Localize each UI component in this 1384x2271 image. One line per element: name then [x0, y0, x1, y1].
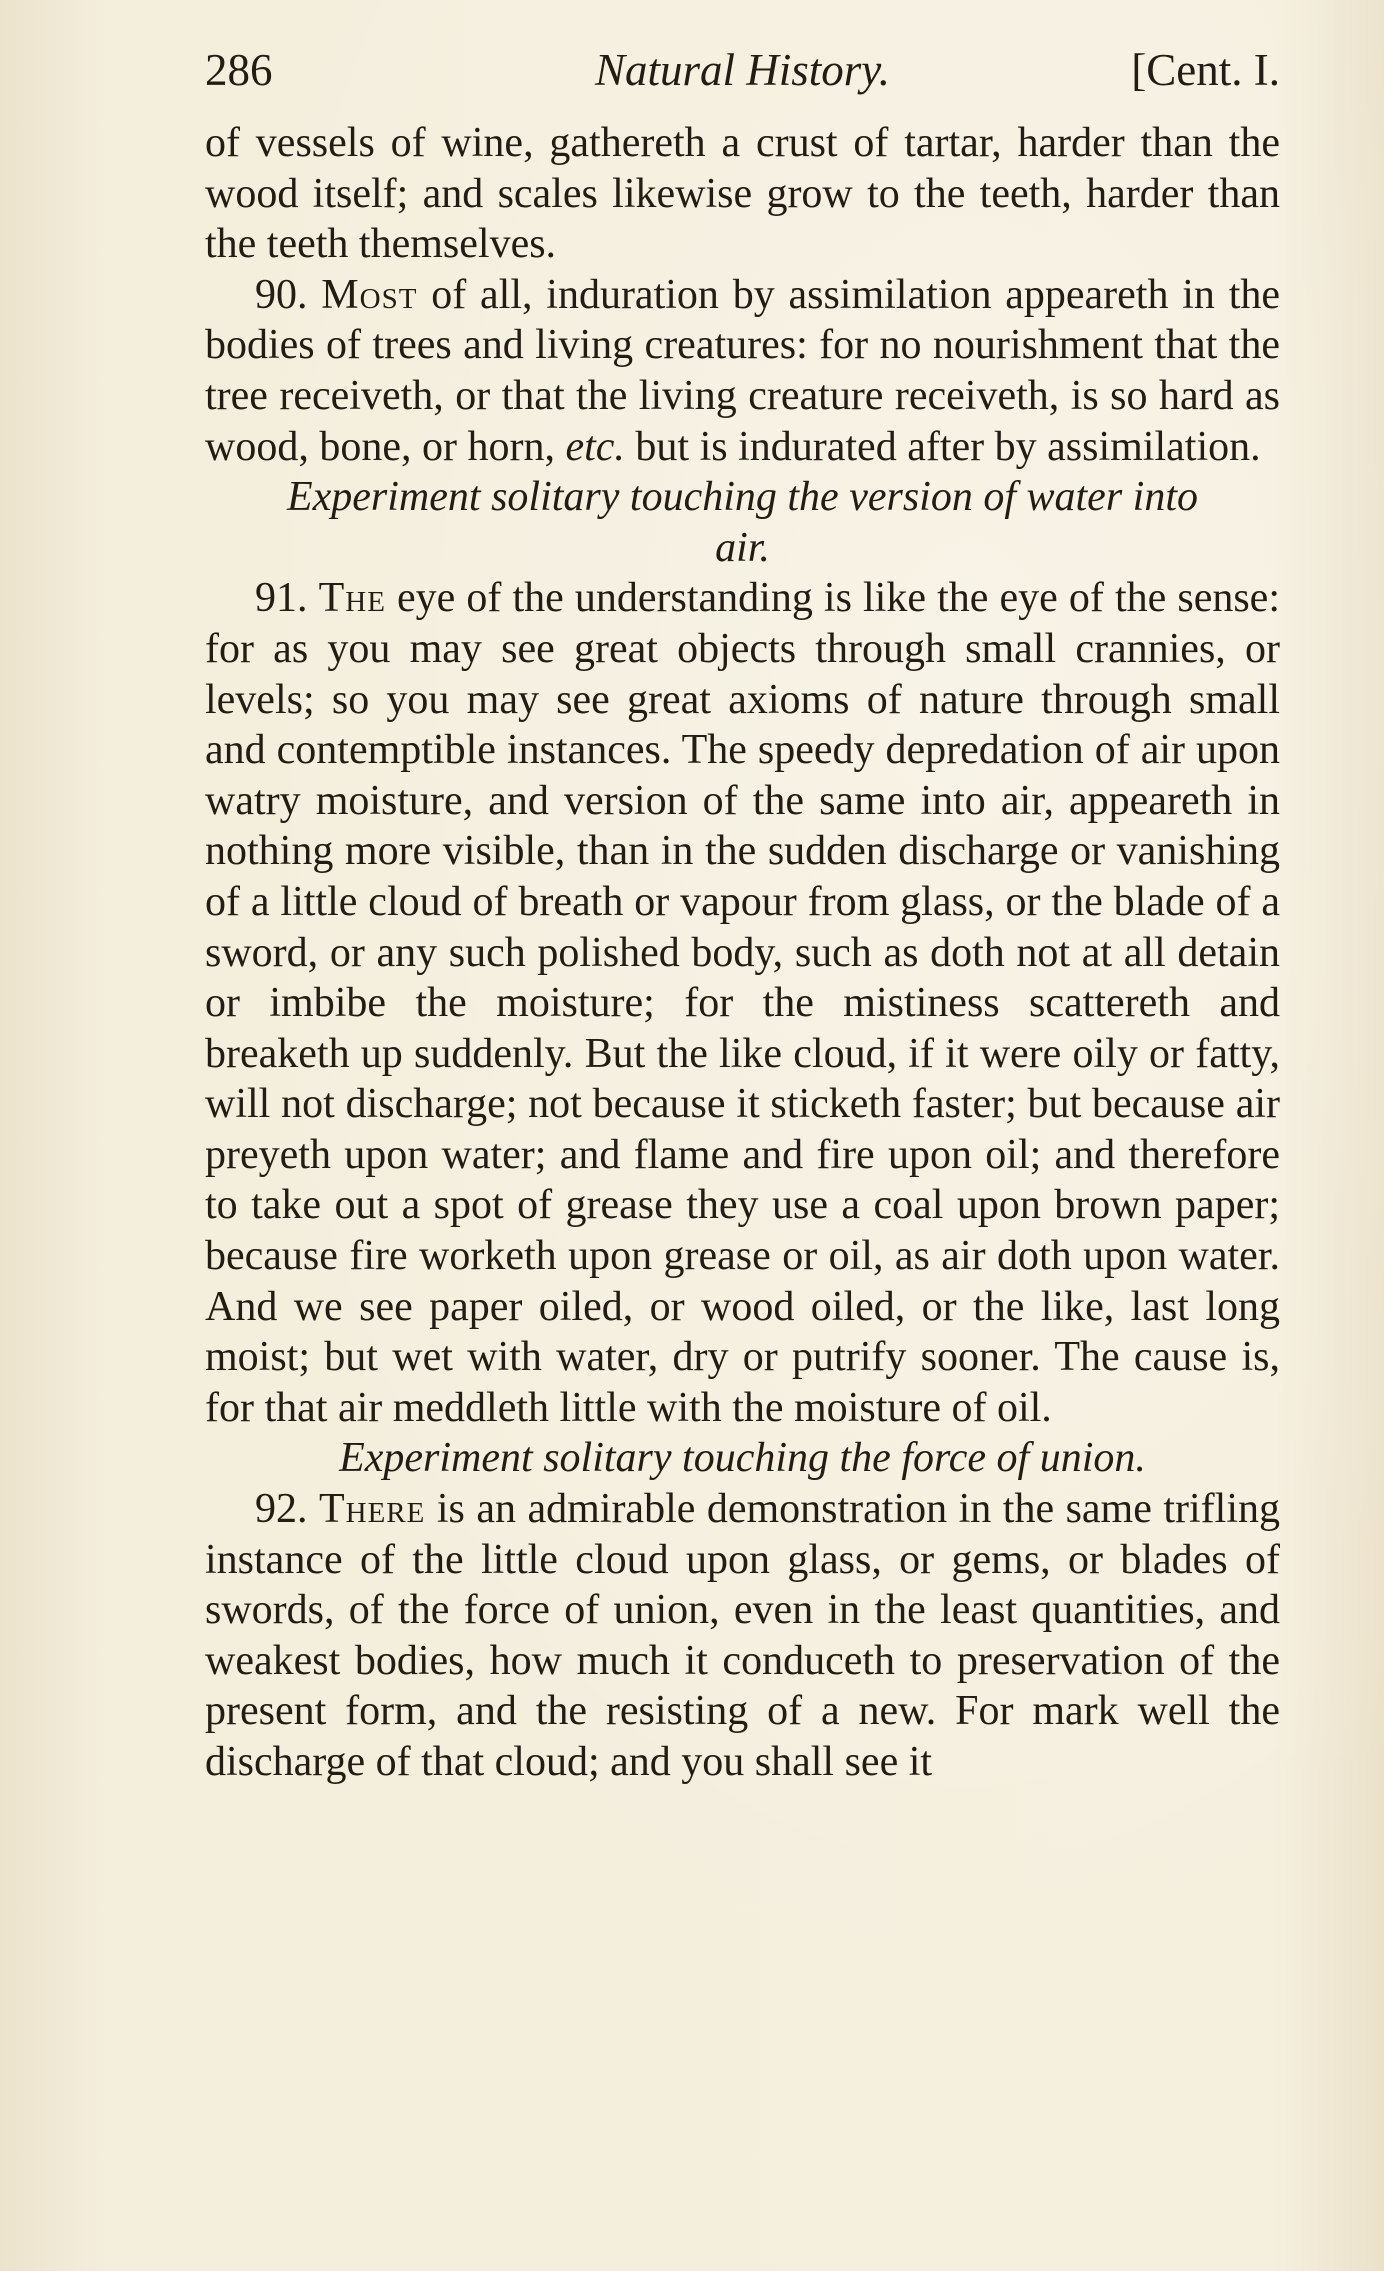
continuation-text: of vessels of wine, gathereth a crust of tartar, harder than the wood itself; and scales likewise grow to the teeth, harder than the teeth themselves. — [205, 120, 1280, 268]
continuation-paragraph — [205, 118, 1280, 270]
section-heading: Experiment solitary touching the force of union. — [339, 1435, 1146, 1482]
section-reference: [Cent. I. — [1131, 45, 1280, 95]
lead-word: Most — [321, 271, 418, 318]
paragraph-text-tail: but is indurated after by assimilation. — [635, 423, 1261, 470]
page-number: 286 — [205, 45, 273, 95]
paragraph-90 — [205, 270, 1280, 472]
lead-word: The — [318, 575, 386, 622]
paragraph-91 — [205, 573, 1280, 1433]
paragraph-number: 90. — [255, 271, 308, 318]
paragraph-number: 91. — [255, 575, 308, 622]
body-text — [205, 118, 1280, 1788]
section-heading: Experiment solitary touching the version of water into air. — [286, 474, 1199, 571]
paragraph-92 — [205, 1484, 1280, 1788]
lead-word: There — [318, 1486, 426, 1533]
paragraph-text: eye of the understanding is like the eye of the sense: for as you may see great objects through small crannies, or levels; so you may see great axioms of nature through small and contemptible instances. The speedy depredation of air upon watry moisture, and version of the same into air, appeareth in nothing more visible, than in the sudden discharge or vanishing of a little cloud of breath or vapour from glass, or the blade of a sword, or any such polished body, such as doth not at all detain or imbibe the moisture; for the mistiness scattereth and breaketh up suddenly. But the like cloud, if it were oily or fatty, will not discharge; not because it sticketh faster; but because air preyeth upon water; and flame and fire upon oil; and therefore to take out a spot of grease they use a coal upon brown paper; because fire worketh upon grease or oil, as air doth upon water. And we see paper oiled, or wood oiled, or the like, last long moist; but wet with water, dry or putrify sooner. The cause is, for that air meddleth little with the moisture of oil. — [205, 575, 1280, 1431]
paragraph-text: is an admirable demonstration in the same trifling instance of the little cloud upon glass, or gems, or blades of swords, of the force of union, even in the least quantities, and weakest bodies, how much it conduceth to preservation of the present form, and the resisting of a new. For mark well the discharge of that cloud; and you shall see it — [205, 1486, 1280, 1785]
paragraph-text: of all, induration by assimilation appeareth in the bodies of trees and living creatures: for no nourishment that the tree receiveth, or that the living creature receiveth, is so hard as wood, bone, or horn, — [205, 271, 1281, 470]
page-header — [205, 40, 1280, 100]
etc-abbreviation: etc. — [565, 423, 625, 470]
paragraph-number: 92. — [255, 1486, 308, 1533]
running-title: Natural History. — [594, 45, 891, 95]
